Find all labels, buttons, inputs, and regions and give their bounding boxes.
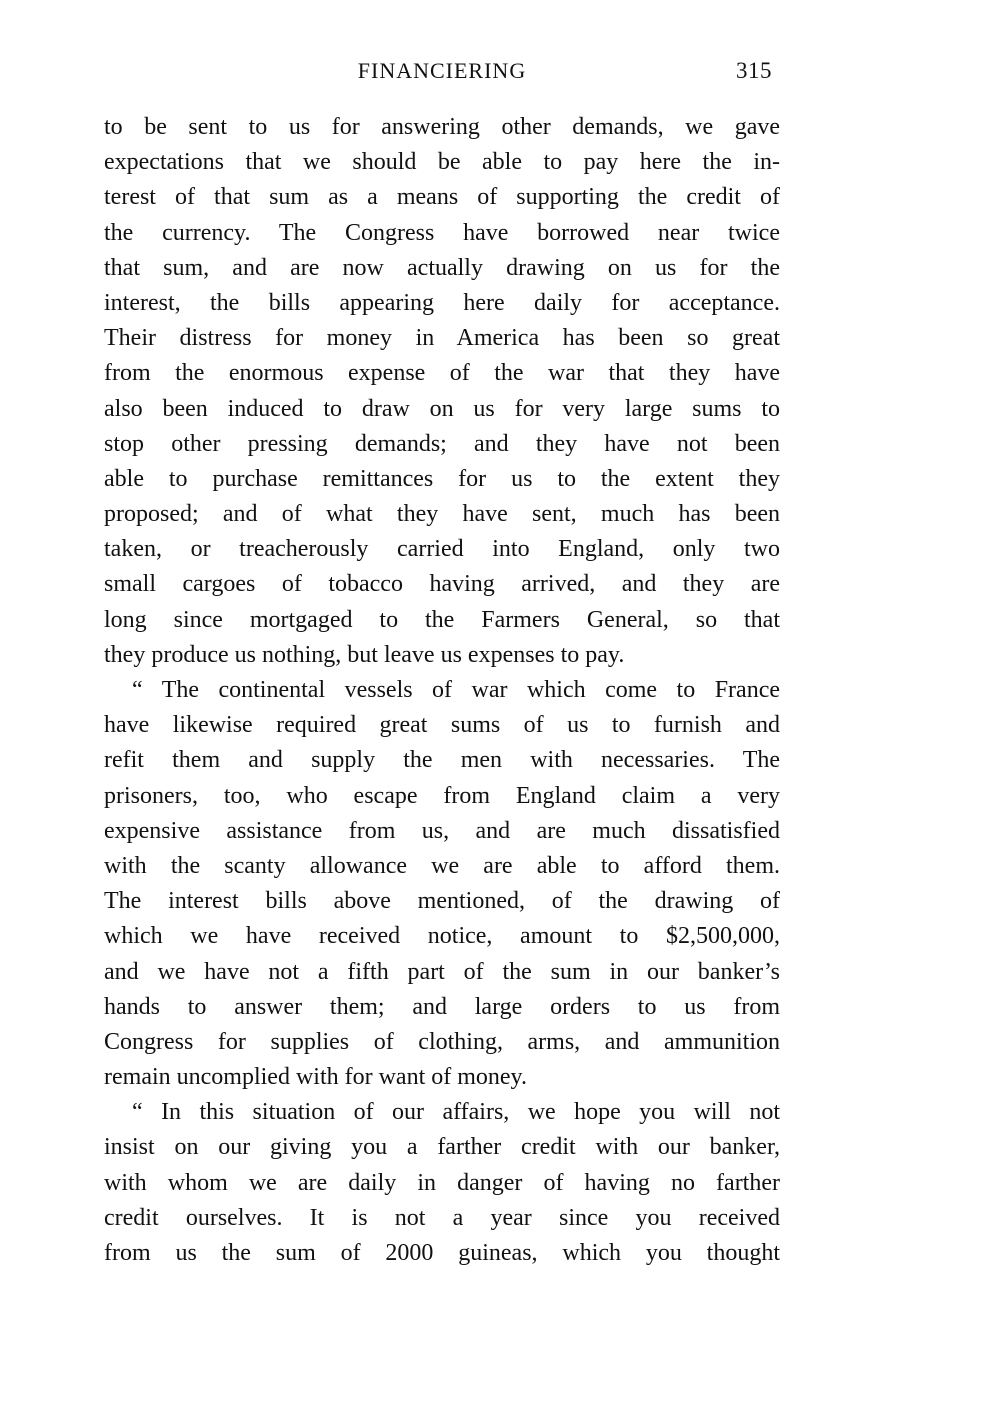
text-line: remain uncomplied with for want of money.	[104, 1064, 527, 1091]
running-title: FINANCIERING	[357, 58, 527, 83]
running-head	[104, 58, 780, 88]
text-line: refit them and supply the men with necessaries. The	[104, 747, 780, 774]
text-line: prisoners, too, who escape from England claim a very	[104, 782, 780, 809]
text-line: also been induced to draw on us for very large sums to	[104, 395, 780, 422]
text-line: hands to answer them; and large orders to us from	[104, 993, 780, 1020]
text-line: credit ourselves. It is not a year since you received	[104, 1204, 780, 1231]
text-line: to be sent to us for answering other demands, we gave	[104, 114, 780, 140]
text-line: they produce us nothing, but leave us expenses to pay.	[104, 641, 625, 668]
text-line: that sum, and are now actually drawing on us for the	[104, 254, 780, 281]
page-number: 315	[736, 58, 772, 83]
text-line: small cargoes of tobacco having arrived, and they are	[104, 571, 780, 598]
text-line: which we have received notice, amount to $2,500,000,	[104, 923, 780, 950]
text-line: interest, the bills appearing here daily for acceptance.	[104, 289, 780, 316]
text-line: from the enormous expense of the war that they have	[104, 360, 780, 387]
text-line: with the scanty allowance we are able to afford them.	[104, 852, 780, 879]
paragraph-start-line: “ The continental vessels of war which come to France	[132, 677, 780, 703]
text-line: long since mortgaged to the Farmers General, so that	[104, 606, 780, 633]
text-line: taken, or treacherously carried into England, only two	[104, 536, 780, 563]
text-line: with whom we are daily in danger of having no farther	[104, 1169, 780, 1196]
text-line: stop other pressing demands; and they have not been	[104, 430, 780, 457]
text-line: have likewise required great sums of us to furnish and	[104, 712, 780, 739]
text-line: from us the sum of 2000 guineas, which you thought	[104, 1240, 780, 1266]
text-line: proposed; and of what they have sent, much has been	[104, 501, 780, 528]
text-line: expensive assistance from us, and are much dissatisfied	[104, 817, 780, 844]
text-line: expectations that we should be able to pay here the in-	[104, 149, 780, 176]
text-line: and we have not a fifth part of the sum in our banker’s	[104, 958, 780, 985]
text-line: The interest bills above mentioned, of the drawing of	[104, 888, 780, 915]
text-line: terest of that sum as a means of supporting the credit of	[104, 184, 780, 211]
text-line: insist on our giving you a farther credit with our banker,	[104, 1134, 780, 1161]
body-text	[104, 110, 780, 1271]
text-line: the currency. The Congress have borrowed near twice	[104, 219, 780, 246]
text-line: Congress for supplies of clothing, arms, and ammunition	[104, 1028, 780, 1055]
text-line: Their distress for money in America has been so great	[104, 325, 780, 352]
text-line: able to purchase remittances for us to the extent they	[104, 465, 780, 492]
paragraph-start-line: “ In this situation of our affairs, we hope you will not	[132, 1099, 780, 1126]
